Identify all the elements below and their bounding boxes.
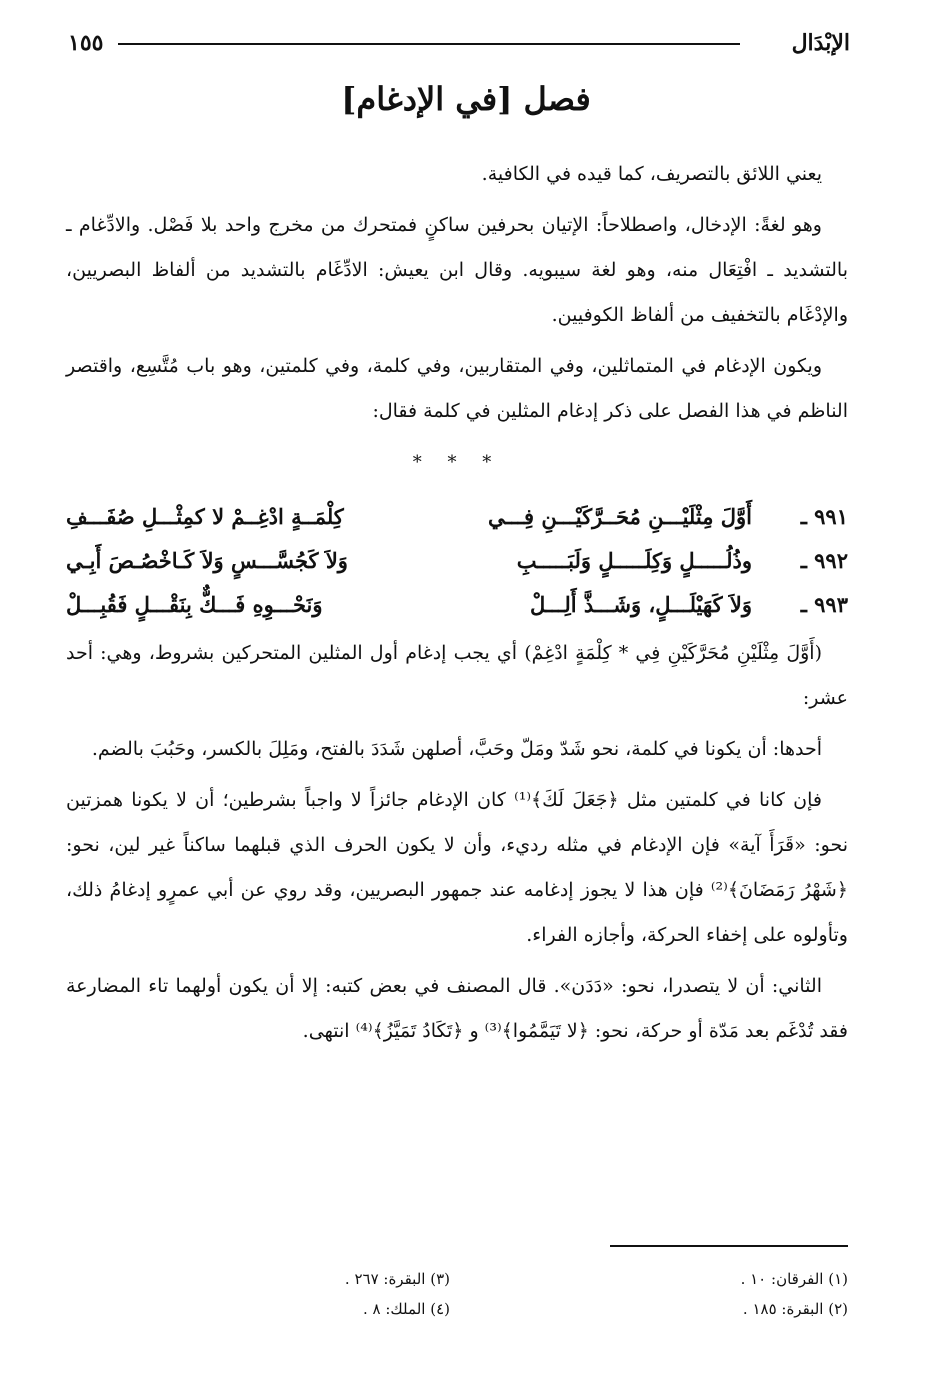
chapter-title: فصل [في الإدغام] — [341, 80, 591, 118]
footnote-rule — [610, 1245, 848, 1247]
verse-line — [66, 583, 848, 627]
verse-block — [66, 495, 848, 627]
commentary-first-condition: أحدها: أن يكونا في كلمة، نحو شَدّ ومَلّ وحَبَّ، أصلهن شَدَدَ بالفتح، ومَلِلَ بالكسر، وحَبُبَ بالضم. — [91, 738, 822, 760]
footnote — [598, 1264, 848, 1294]
verse-line — [66, 495, 848, 539]
footnote-text: البقرة: ١٨٥ . — [742, 1300, 824, 1318]
footnote — [598, 1294, 848, 1324]
verse-first-hemistich: وَلاَ كَهَيْلَـــلٍ، وَشَـــذَّ أَلِـــلْ — [530, 592, 752, 617]
verse-number: ٩٩٢ ـ — [800, 548, 848, 573]
body-text — [66, 152, 848, 1060]
verse-second-hemistich: وَنَحْـــوِهِ فَـــكٌّ بِنَقْـــلٍ فَقُبِـــلْ — [66, 592, 323, 617]
footnote — [200, 1264, 450, 1294]
paragraph-scope: ويكون الإدغام في المتماثلين، وفي المتقاربين، وفي كلمة، وفي كلمتين، وهو باب مُتَّسِع، واقتصر الناظم في هذا الفصل على ذكر إدغام المثلين في كلمة فقال: — [66, 355, 848, 422]
verse-second-hemistich: كِلْمَــةٍ ادْغِــمْ لا كمِثْـــلِ صُفَـــفِ — [66, 504, 344, 529]
footnote-number: (٤) — [430, 1300, 450, 1318]
commentary-second-condition: الثاني: أن لا يتصدرا، نحو: «دَدَن». قال المصنف في بعض كتبه: إلا أن يكون أولهما تاء المضارعة فقد تُدْغَم بعد مَدّة أو حركة، نحو: ﴿لا تَيَمَّمُوا﴾⁽³⁾ و ﴿تَكَادُ تَمَيَّزُ﴾⁽⁴⁾ انتهى. — [66, 975, 848, 1042]
footnote-column-right — [598, 1264, 848, 1324]
verse-first-hemistich: أَوَّلَ مِثْلَيْـــنِ مُحَــرَّكَيْـــنِ فِـــي — [488, 504, 752, 529]
paragraph-intro: يعني اللائق بالتصريف، كما قيده في الكافية. — [481, 163, 822, 185]
footnote-number: (٢) — [828, 1300, 848, 1318]
footnote-number: (٣) — [430, 1270, 450, 1288]
header-rule — [118, 43, 740, 45]
verse-number: ٩٩٣ ـ — [800, 592, 848, 617]
commentary-two-words: فإن كانا في كلمتين مثل ﴿جَعَلَ لَكَ﴾⁽¹⁾ كان الإدغام جائزاً لا واجباً بشرطين؛ أن لا يكونا همزتين نحو: «قَرَأَ آية» فإن الإدغام في مثله رديء، وأن لا يكون الحرف الذي قبلهما ساكناً غير لين، نحو: ﴿شَهْرُ رَمَضَانَ﴾⁽²⁾ فإن هذا لا يجوز إدغامه عند جمهور البصريين، وقد روي عن أبي عمرٍو إدغامُ ذلك، وتأولوه على إخفاء الحركة، وأجازه الفراء. — [66, 789, 848, 946]
verse-first-hemistich: وذُلُـــــلٍ وَكِلَـــــلٍ وَلَبَـــــبِ — [516, 548, 752, 573]
verse-line — [66, 539, 848, 583]
footnote-text: الملك: ٨ . — [362, 1300, 426, 1318]
verse-second-hemistich: وَلاَ كَجُسَّـــسٍ وَلاَ كَـاخْصُـصَ أَبِـي — [66, 548, 348, 573]
page-number: ١٥٥ — [68, 30, 104, 56]
running-head-title: الإبْدَال — [791, 30, 850, 56]
verse-number: ٩٩١ ـ — [800, 504, 848, 529]
footnote-text: البقرة: ٢٦٧ . — [344, 1270, 426, 1288]
commentary-intro: (أَوَّلَ مِثْلَيْنِ مُحَرَّكَيْنِ فِي * كِلْمَةٍ ادْغِمْ) أي يجب إدغام أول المثلين المتحركين بشروط، وهي: أحد عشر: — [66, 642, 848, 709]
footnote — [200, 1294, 450, 1324]
section-separator: * * * — [412, 452, 502, 473]
paragraph-definition: وهو لغةً: الإدخال، واصطلاحاً: الإتيان بحرفين ساكنٍ فمتحرك من مخرج واحد بلا فَصْل. والادِّغام ـ بالتشديد ـ افْتِعَال منه، وهو لغة سيبويه. وقال ابن يعيش: الادِّغَام بالتشديد من ألفاظ البصريين، والإدْغَام بالتخفيف من ألفاظ الكوفيين. — [66, 214, 848, 326]
footnote-text: الفرقان: ١٠ . — [740, 1270, 824, 1288]
footnote-column-left — [200, 1264, 450, 1324]
running-head — [68, 26, 850, 66]
footnote-number: (١) — [828, 1270, 848, 1288]
